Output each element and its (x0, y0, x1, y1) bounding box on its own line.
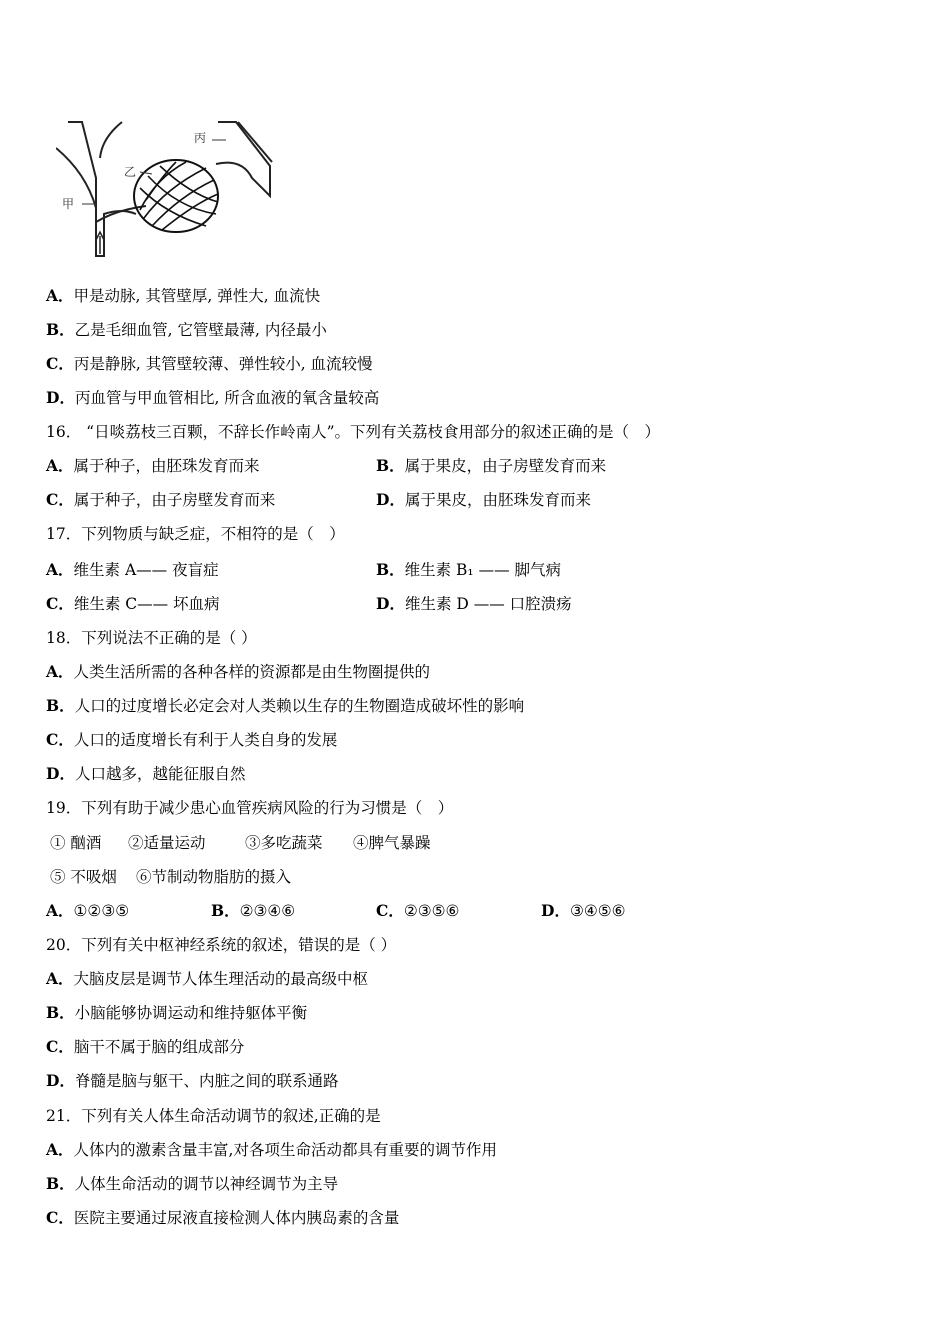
q18-option-c: C．人口的适度增长有利于人类自身的发展 (46, 730, 338, 749)
q18-option-d: D．人口越多，越能征服自然 (46, 764, 246, 783)
q20-stem: 20．下列有关中枢神经系统的叙述，错误的是（ ） (46, 936, 397, 954)
q21-option-b: B．人体生命活动的调节以神经调节为主导 (46, 1174, 339, 1193)
q15-option-d: D．丙血管与甲血管相比, 所含血液的氧含量较高 (46, 388, 380, 407)
q18-option-a: A．人类生活所需的各种各样的资源都是由生物圈提供的 (46, 662, 431, 681)
q19-option-c: C．②③⑤⑥ (376, 901, 460, 920)
q15-option-b: B．乙是毛细血管, 它管壁最薄, 内径最小 (46, 320, 327, 339)
q15-option-c: C．丙是静脉, 其管壁较薄、弹性较小, 血流较慢 (46, 354, 373, 373)
q21-stem: 21．下列有关人体生命活动调节的叙述,正确的是 (46, 1107, 381, 1125)
label-bing: 丙 (194, 131, 207, 145)
q19-item-6: ⑥节制动物脂肪的摄入 (136, 868, 292, 886)
q17-option-b: B．维生素 B₁ —— 脚气病 (376, 560, 561, 579)
q20-option-d: D．脊髓是脑与躯干、内脏之间的联系通路 (46, 1071, 339, 1090)
q19-stem: 19．下列有助于减少患心血管疾病风险的行为习惯是（ ） (46, 799, 454, 817)
q19-item-5: ⑤ 不吸烟 (50, 868, 117, 886)
q19-item-3: ③多吃蔬菜 (245, 834, 323, 852)
q17-option-c: C．维生素 C—— 坏血病 (46, 594, 220, 613)
q19-option-a: A．①②③⑤ (46, 901, 130, 920)
q17-option-a: A．维生素 A—— 夜盲症 (46, 560, 219, 579)
q21-option-c: C．医院主要通过尿液直接检测人体内胰岛素的含量 (46, 1208, 400, 1227)
blood-vessel-figure (56, 118, 276, 260)
q18-stem: 18．下列说法不正确的是（ ） (46, 629, 257, 647)
q17-option-d: D．维生素 D —— 口腔溃疡 (376, 594, 572, 613)
q19-item-2: ②适量运动 (128, 834, 206, 852)
q16-option-c: C．属于种子，由子房壁发育而来 (46, 490, 276, 509)
q16-option-d: D．属于果皮，由胚珠发育而来 (376, 490, 591, 509)
label-yi: 乙 (124, 165, 137, 179)
q19-option-d: D．③④⑤⑥ (541, 901, 626, 920)
q19-item-1: ① 酗酒 (50, 834, 102, 852)
q16-stem: 16． “日啖荔枝三百颗，不辞长作岭南人”。下列有关荔枝食用部分的叙述正确的是（ ） (46, 423, 661, 441)
q15-option-a: A．甲是动脉, 其管壁厚, 弹性大, 血流快 (46, 286, 321, 305)
label-jia: 甲 (62, 197, 75, 211)
q21-option-a: A．人体内的激素含量丰富,对各项生命活动都具有重要的调节作用 (46, 1140, 497, 1159)
q16-option-a: A．属于种子，由胚珠发育而来 (46, 456, 260, 475)
q20-option-c: C．脑干不属于脑的组成部分 (46, 1037, 245, 1056)
q20-option-a: A．大脑皮层是调节人体生理活动的最高级中枢 (46, 969, 369, 988)
q17-stem: 17．下列物质与缺乏症，不相符的是（ ） (46, 525, 345, 543)
q16-option-b: B．属于果皮，由子房壁发育而来 (376, 456, 607, 475)
q20-option-b: B．小脑能够协调运动和维持躯体平衡 (46, 1003, 308, 1022)
q18-option-b: B．人口的过度增长必定会对人类赖以生存的生物圈造成破坏性的影响 (46, 696, 525, 715)
blood-vessel-diagram (56, 118, 276, 260)
q19-option-b: B．②③④⑥ (211, 901, 296, 920)
q19-item-4: ④脾气暴躁 (353, 834, 431, 852)
